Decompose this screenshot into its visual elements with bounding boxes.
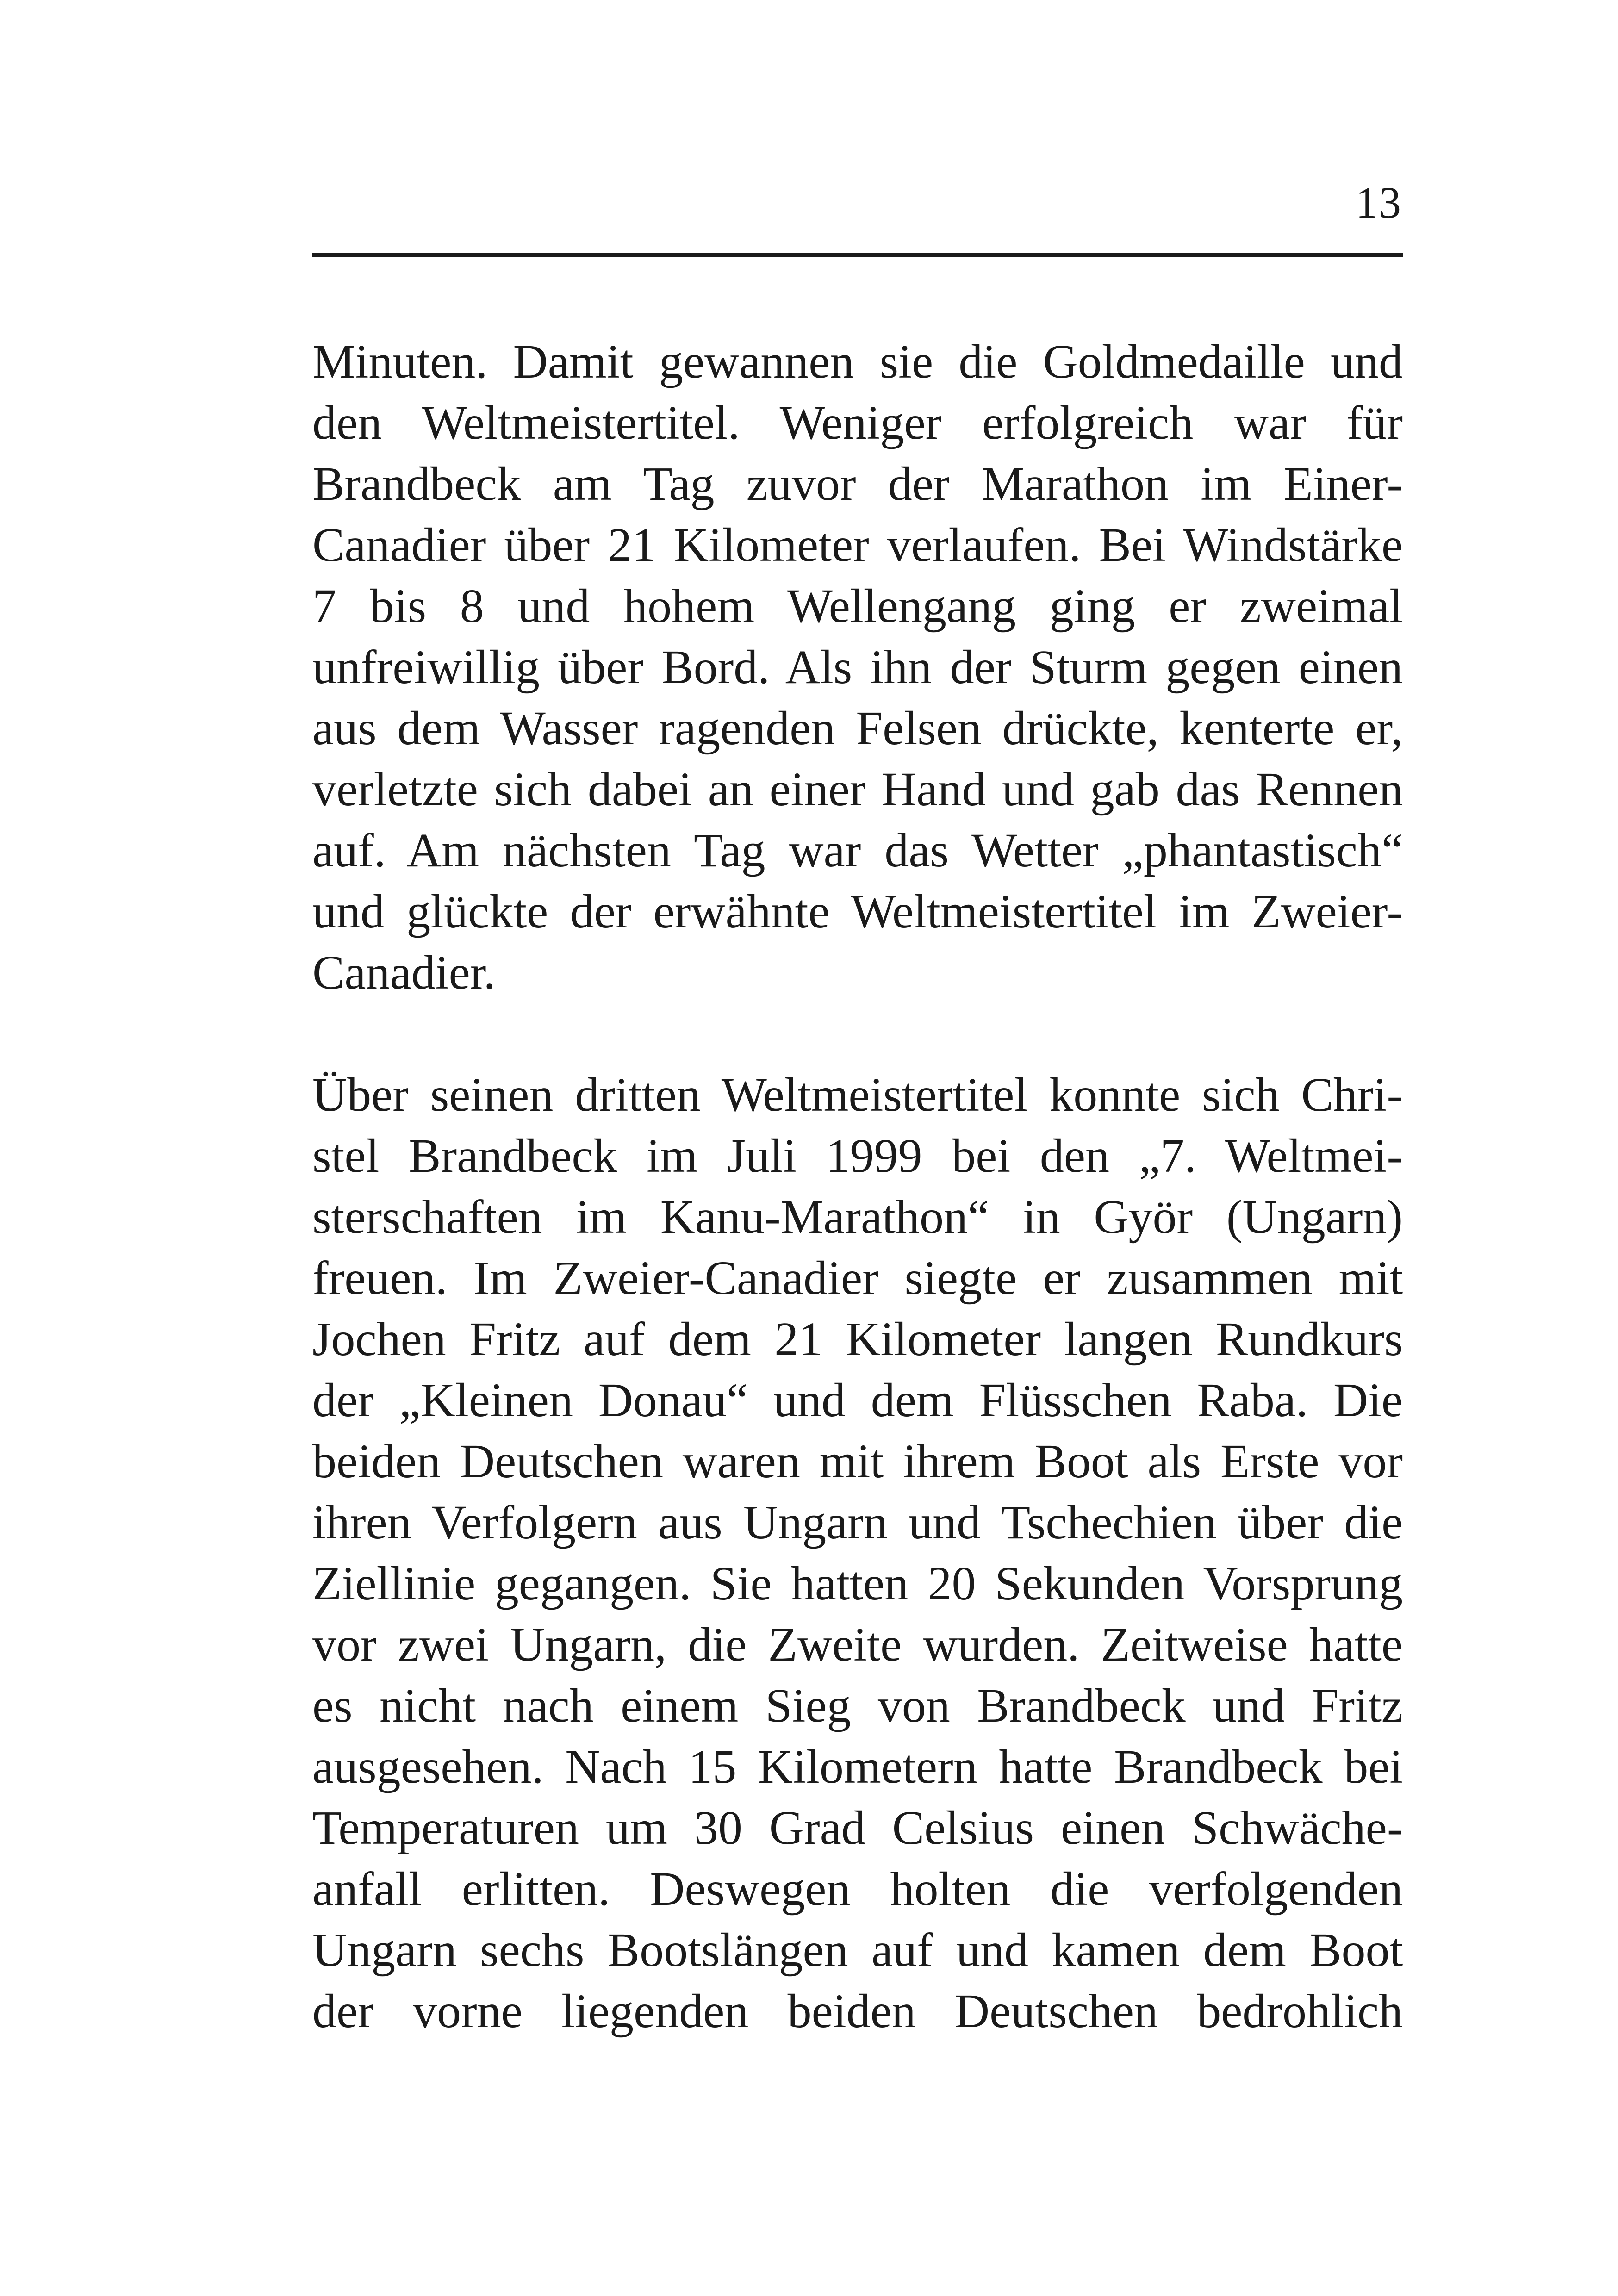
text-line: ihren Verfolgern aus Ungarn und Tschechien über die <box>312 1496 1403 1549</box>
text-line: Ungarn sechs Bootslängen auf und kamen dem Boot <box>312 1923 1403 1977</box>
paragraph-2 <box>312 1064 1403 2042</box>
text-line: stel Brandbeck im Juli 1999 bei den „7. Weltmei- <box>312 1129 1403 1182</box>
text-line: unfreiwillig über Bord. Als ihn der Sturm gegen einen <box>312 641 1403 694</box>
text-line: aus dem Wasser ragenden Felsen drückte, kenterte er, <box>312 702 1403 755</box>
text-line: den Weltmeistertitel. Weniger erfolgreich war für <box>312 396 1403 449</box>
text-line: es nicht nach einem Sieg von Brandbeck und Fritz <box>312 1679 1403 1732</box>
paragraph-1 <box>312 331 1403 1003</box>
text-line: Temperaturen um 30 Grad Celsius einen Schwäche- <box>312 1801 1403 1854</box>
text-line: verletzte sich dabei an einer Hand und gab das Rennen <box>312 763 1403 816</box>
text-line: 7 bis 8 und hohem Wellengang ging er zweimal <box>312 579 1403 633</box>
text-line: Minuten. Damit gewannen sie die Goldmedaille und <box>312 335 1403 388</box>
header-rule <box>312 253 1403 257</box>
text-line: Brandbeck am Tag zuvor der Marathon im Einer- <box>312 457 1403 510</box>
text-line: vor zwei Ungarn, die Zweite wurden. Zeitweise hatte <box>312 1618 1403 1671</box>
text-line: anfall erlitten. Deswegen holten die verfolgenden <box>312 1862 1403 1916</box>
text-line: Ziellinie gegangen. Sie hatten 20 Sekunden Vorsprung <box>312 1557 1403 1610</box>
text-line: freuen. Im Zweier-Canadier siegte er zusammen mit <box>312 1251 1403 1305</box>
text-line: ausgesehen. Nach 15 Kilometern hatte Brandbeck bei <box>312 1740 1403 1793</box>
text-line: sterschaften im Kanu-Marathon“ in Györ (Ungarn) <box>312 1190 1403 1244</box>
body-text <box>312 331 1403 2042</box>
text-line: beiden Deutschen waren mit ihrem Boot als Erste vor <box>312 1435 1403 1488</box>
text-line: Jochen Fritz auf dem 21 Kilometer langen Rundkurs <box>312 1313 1403 1366</box>
text-line: und glückte der erwähnte Weltmeistertitel im Zweier- <box>312 885 1403 938</box>
text-line: Canadier. <box>312 946 496 999</box>
paragraph-gap <box>312 1003 1403 1064</box>
text-line: der „Kleinen Donau“ und dem Flüsschen Raba. Die <box>312 1374 1403 1427</box>
text-line: Canadier über 21 Kilometer verlaufen. Bei Windstärke <box>312 518 1403 572</box>
page-number: 13 <box>1356 178 1402 227</box>
text-line: Über seinen dritten Weltmeistertitel konnte sich Chri- <box>312 1068 1403 1121</box>
text-line: der vorne liegenden beiden Deutschen bedrohlich <box>312 1985 1403 2038</box>
text-line: auf. Am nächsten Tag war das Wetter „phantastisch“ <box>312 824 1403 877</box>
